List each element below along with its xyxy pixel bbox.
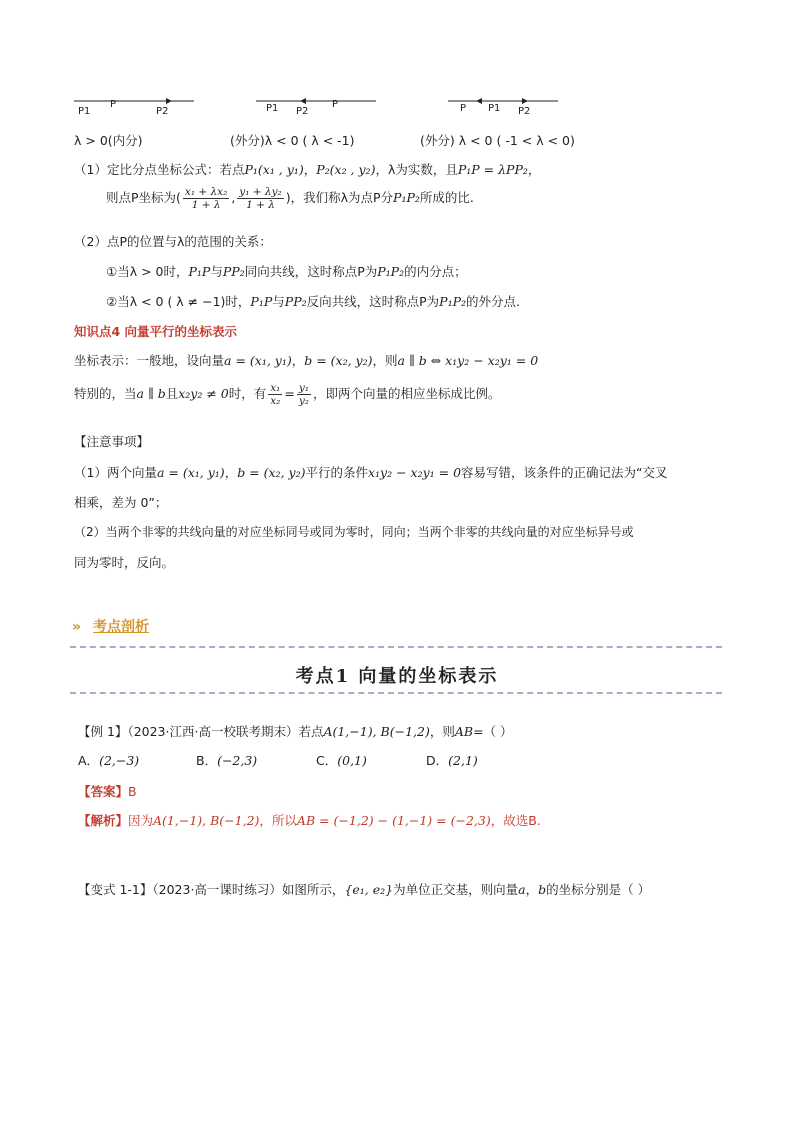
x-fraction: $\frac{\text{x₁ + λx₂}}{1 + \lambda}$ xyxy=(184,186,228,211)
parallel-condition: a ∥ b ⇔ x₁y₂ − x₂y₁ = 0 xyxy=(397,353,539,368)
section-header xyxy=(72,616,149,636)
note-2-line2: 同为零时，反向。 xyxy=(74,555,175,570)
para-coordinate-formula: 则点P坐标为( $\frac{\text{x₁ + λx₂}}{1 + \lambda}$ , $\frac{\text{y₁ + λy₂}}{1 + \lambda}$ )，我们称λ为点P分P₁P₂所成的比. xyxy=(106,186,474,211)
para-special-case: 特别的，当a ∥ b且x₂y₂ ≠ 0时，有 $\frac{\text{x₁}}{\text{x₂}}$ = $\frac{\text{y₁}}{\text{y₂}}$ ，即两个向量的相应坐标成比例。 xyxy=(74,382,501,407)
note-1-cont: 相乘，差为 0”； xyxy=(74,495,168,510)
point-p2: P₂(x₂ , y₂) xyxy=(316,162,376,177)
d1-p2: P2 xyxy=(156,106,169,117)
diagram-label-internal: λ > 0(内分) xyxy=(74,133,143,148)
option-a: A．(2,−3) xyxy=(78,753,140,768)
para-internal-point: ①当λ > 0时，P₁P与PP₂同向共线，这时称点P为P₁P₂的内分点； xyxy=(106,264,467,279)
ratio-equation: P₁P = λPP₂ xyxy=(457,162,528,177)
d2-p2: P2 xyxy=(296,106,309,117)
divider-top xyxy=(70,646,722,648)
note-1: （1）两个向量a = (x₁, y₁)，b = (x₂, y₂)平行的条件x₁y₂ − x₂y₁ = 0容易写错，该条件的正确记法为“交叉 xyxy=(74,465,668,480)
point-p1: P₁(x₁ , y₁) xyxy=(244,162,304,177)
option-d: D．(2,1) xyxy=(426,753,478,768)
para-external-point: ②当λ < 0 ( λ ≠ −1)时，P₁P与PP₂反向共线，这时称点P为P₁P₂的外分点. xyxy=(106,294,520,309)
d2-p: P xyxy=(332,99,339,110)
exam-point-title: 考点1 向量的坐标表示 xyxy=(295,666,499,687)
divider-bottom xyxy=(70,692,722,694)
d3-p2: P2 xyxy=(518,106,531,117)
para-coordinate-representation: 坐标表示：一般地，设向量a = (x₁, y₁)，b = (x₂, y₂)，则a ∥ b ⇔ x₁y₂ − x₂y₁ = 0 xyxy=(74,353,539,368)
diagram-label-external-1: (外分)λ < 0 ( λ < -1) xyxy=(230,133,355,148)
knowledge-point-title: 知识点4 向量平行的坐标表示 xyxy=(74,324,238,339)
d2-p1: P1 xyxy=(266,103,279,114)
ratio-y: $\frac{\text{y₁}}{\text{y₂}}$ xyxy=(298,382,310,407)
y-fraction: $\frac{\text{y₁ + λy₂}}{1 + \lambda}$ xyxy=(239,186,282,211)
d1-p: P xyxy=(110,99,117,110)
division-diagrams xyxy=(70,94,570,120)
example-question: 【例 1】（2023·江西·高一校联考期末）若点A(1,−1), B(−1,2)，则AB=（ ） xyxy=(78,724,513,739)
diagram-label-external-2: (外分) λ < 0 ( -1 < λ < 0) xyxy=(420,133,575,148)
answer: 【答案】B xyxy=(78,784,137,799)
d1-p1: P1 xyxy=(78,106,91,117)
variant-question: 【变式 1-1】（2023·高一课时练习）如图所示，{e₁, e₂}为单位正交基，则向量a，b的坐标分别是（ ） xyxy=(78,882,651,897)
para-section-formula: （1）定比分点坐标公式：若点P₁(x₁ , y₁)，P₂(x₂ , y₂)，λ为实数，且P₁P = λPP₂， xyxy=(74,162,541,177)
double-chevron-icon: » xyxy=(72,619,82,635)
option-c: C．(0,1) xyxy=(316,753,367,768)
segment-p1p2: P₁P₂ xyxy=(393,190,420,205)
ratio-x: $\frac{\text{x₁}}{\text{x₂}}$ xyxy=(270,382,281,407)
vector-ab: AB xyxy=(454,724,474,739)
notes-title: 【注意事项】 xyxy=(74,434,150,449)
note-2-line1: （2）当两个非零的共线向量的对应坐标同号或同为零时，同向；当两个非零的共线向量的对应坐标异号或 xyxy=(74,525,634,539)
para-position-relation: （2）点P的位置与λ的范围的关系： xyxy=(74,234,272,249)
d3-p: P xyxy=(460,103,467,114)
option-b: B．(−2,3) xyxy=(196,753,258,768)
section-label: 考点剖析 xyxy=(93,619,150,635)
analysis: 【解析】因为A(1,−1), B(−1,2)，所以AB = (−1,2) − (1,−1) = (−2,3)，故选B. xyxy=(78,813,541,828)
d3-p1: P1 xyxy=(488,103,501,114)
